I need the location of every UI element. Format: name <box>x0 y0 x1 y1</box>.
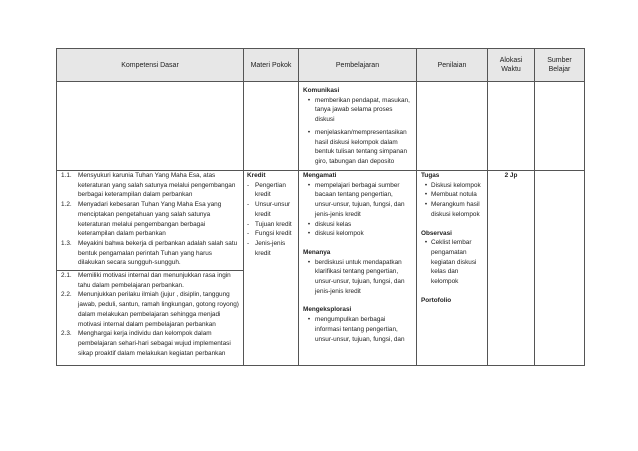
list-item: • mempelajari berbagai sumber bacaan tentang pengertian, unsur-unsur, tujuan, fungsi, dan jenis-jenis kredit <box>303 181 412 220</box>
kd-group-2 <box>57 271 243 358</box>
list-item: • Merangkum hasil diskusi kelompok <box>421 200 483 219</box>
list-item: • berdiskusi untuk mendapatkan klarifikasi tentang pengertian, unsur-unsur, tujuan, fungsi, dan jenis-jenis kredit <box>303 258 412 297</box>
row2-sumber-belajar <box>535 171 585 366</box>
list-item: 1.1. Mensyukuri karunia Tuhan Yang Maha Esa, atas keteraturan yang salah satunya melalui pengembangan berbagai keterampilan dalam perbankan <box>61 172 236 199</box>
list-item: 1.2. Menyadari kebesaran Tuhan Yang Maha Esa yang menciptakan pengetahuan yang salah satunya keteraturan melalui pengembangan berbagai keterampilan dalam perbankan <box>61 201 222 238</box>
list-item: • diskusi kelompok <box>303 229 412 239</box>
kd-group-1 <box>57 171 243 271</box>
list-item: • Diskusi kelompok <box>421 181 483 191</box>
header-row <box>57 49 585 82</box>
list-item: 2.3. Menghargai kerja individu dan kelompok dalam pembelajaran sehari-hari sebagai wujud implementasi sikap proaktif dalam melakukan kegiatan perbankan <box>61 330 231 357</box>
bullet-icon: • <box>307 128 311 136</box>
list-item: 2.2. Menunjukkan perilaku ilmiah (jujur , disiplin, tanggung jawab, peduli, santun, ramah lingkungan, gotong royong) dalam melakukan pembelajaran sehingga menjadi motivasi internal dalam pembelajaran perbankan <box>61 291 239 328</box>
komunikasi-heading: Komunikasi <box>303 87 340 94</box>
row2-alokasi-waktu: 2 Jp <box>488 171 535 366</box>
row1-pembelajaran <box>299 82 417 171</box>
list-item: • Membuat notula <box>421 190 483 200</box>
bullet-icon: • <box>307 96 311 104</box>
header-materi-pokok: Materi Pokok <box>244 49 299 82</box>
bullet-icon: • <box>424 191 428 199</box>
bullet-icon: • <box>424 239 428 247</box>
list-item: • mengumpulkan berbagai informasi tentang pengertian, unsur-unsur, tujuan, fungsi, dan <box>303 315 412 344</box>
bullet-icon: • <box>307 316 311 324</box>
menanya-heading: Menanya <box>303 248 331 256</box>
mengamati-heading: Mengamati <box>303 172 337 179</box>
header-penilaian: Penilaian <box>417 49 488 82</box>
row2-materi <box>244 171 299 366</box>
header-pembelajaran: Pembelajaran <box>299 49 417 82</box>
header-kompetensi-dasar: Kompetensi Dasar <box>57 49 244 82</box>
list-item: 2.1. Memiliki motivasi internal dan menunjukkan rasa ingin tahu dalam pembelajaran perbankan. <box>61 272 231 289</box>
list-item: - Pengertian kredit <box>247 181 286 199</box>
row2-penilaian <box>417 171 488 366</box>
row1-alokasi <box>488 82 535 171</box>
row2-pembelajaran <box>299 171 417 366</box>
header-sumber-belajar: Sumber Belajar <box>535 49 585 82</box>
list-item: - Tujuan kredit <box>247 220 292 228</box>
list-item: • menjelaskan/mempresentasikan hasil diskusi kelompok dalam bentuk tulisan tentang simpanan giro, tabungan dan deposito <box>303 128 412 167</box>
mengeksplorasi-heading: Mengeksplorasi <box>303 306 352 314</box>
list-item: • Ceklist lembar pengamatan kegiatan diskusi kelas dan kelompok <box>421 238 483 287</box>
portofolio-heading: Portofolio <box>421 296 452 304</box>
row1-sumber <box>535 82 585 171</box>
row2-kompetensi <box>57 171 244 366</box>
list-item: • memberikan pendapat, masukan, tanya jawab selama proses diskusi <box>303 96 412 125</box>
list-item: - Fungsi kredit <box>247 230 292 238</box>
materi-heading: Kredit <box>247 172 266 179</box>
tugas-heading: Tugas <box>421 172 440 179</box>
list-item: 1.3. Meyakini bahwa bekerja di perbankan adalah salah satu bentuk pengamalan perintah Tuhan yang harus dilakukan secara sungguh-sungguh. <box>61 239 238 267</box>
table-row <box>57 82 585 171</box>
bullet-icon: • <box>307 258 311 266</box>
header-alokasi-waktu: Alokasi Waktu <box>488 49 535 82</box>
bullet-icon: • <box>424 201 428 209</box>
bullet-icon: • <box>307 181 311 189</box>
row1-kompetensi <box>57 82 244 171</box>
bullet-icon: • <box>424 181 428 189</box>
syllabus-table <box>56 48 585 366</box>
table-row <box>57 171 585 366</box>
row1-materi <box>244 82 299 171</box>
row1-penilaian <box>417 82 488 171</box>
list-item: - Unsur-unsur kredit <box>247 201 291 218</box>
observasi-heading: Observasi <box>421 229 452 237</box>
bullet-icon: • <box>307 220 311 228</box>
list-item: • diskusi kelas <box>303 220 412 230</box>
bullet-icon: • <box>307 230 311 238</box>
list-item: - Jenis-jenis kredit <box>247 239 286 257</box>
